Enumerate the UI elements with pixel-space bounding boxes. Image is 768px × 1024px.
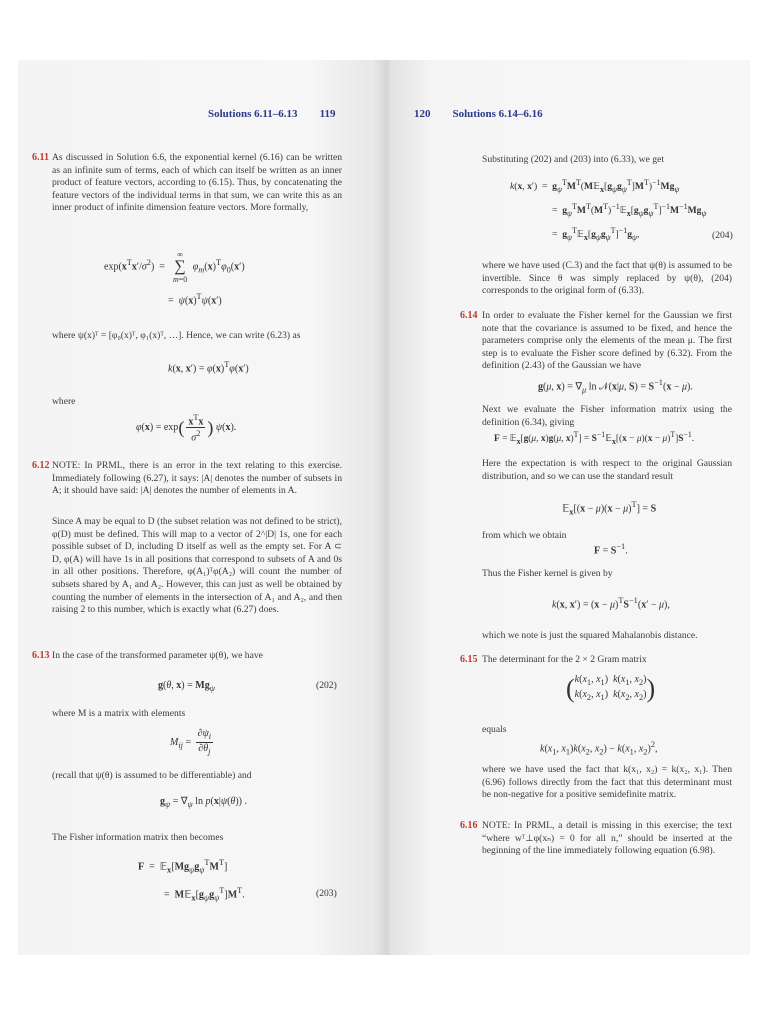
solution-number-6-15: 6.15 [460,654,478,665]
solution-6-14-para-6: which we note is just the squared Mahalanobis distance. [482,630,698,641]
equation-phi-def: φ(x) = exp( $\frac{x^Tx}{\sigma^2}$ ) ψ(x). [136,413,237,444]
solution-6-13-para-2: where M is a matrix with elements [52,708,186,719]
equation-gram-matrix: ($k(x_1$, $x_1$) $k(x_1$, $x_2$) $k(x_2$, $x_1$) $k(x_2$, $x_2$)) [566,674,656,703]
equation-fisher-1: $F = 𝔼_x[Mg_\psi g_\psi^TM^T]$ [138,858,228,875]
equation-fisher-score: g(μ, $x) = \nabla_\mu$ ln 𝒩(x|μ, $S) = S^{-1}(x - \mu)$. [538,378,693,395]
equation-fisher-2: = $M𝔼_x[g_\psi g_\psi^T]M^T$. [164,886,245,903]
right-header-title: Solutions 6.14–6.16 [452,108,543,120]
equation-kernel-phi: k(x, $x') = \varphi(x)^T\varphi(x')$ [168,360,249,375]
equation-exp-sum: $\exp(x^Tx'/\sigma^2)$ = ∞ ∑ m=0 $\varphi_m(x)^T\varphi_0(x')$ [104,250,245,284]
right-running-head [414,108,543,120]
solution-6-13-para-1: In the case of the transformed parameter ψ(θ), we have [52,650,263,661]
solution-6-15-para-1: The determinant for the 2 × 2 Gram matrix [482,654,647,665]
equation-psi-product: = $\psi(x)^T\psi(x')$ [168,292,222,307]
solution-6-15-para-3: where we have used the fact that k(x₁, x₂) = k(x₂, x₁). Then (6.96) follows directly from the fact that this determinant must be non-negative for a positive semidefinite matrix. [482,764,732,801]
solution-6-15-para-2: equals [482,724,507,735]
solution-number-6-13: 6.13 [32,650,50,661]
equation-204-line-3: = $g_\psi^T𝔼_x[g_\psi g_\psi^T]^{-1}g_\psi$, [552,226,640,243]
solution-6-14-para-3: Here the expectation is with respect to the original Gaussian distribution, and so we can use the standard result [482,458,732,482]
equation-f-inverse: $F = S^{-1}$. [594,542,628,557]
solution-number-6-14: 6.14 [460,310,478,321]
equation-m-ij: $M_{ij}$ = $\frac{\partial\psi_i}{\partial\theta_j}$ [170,728,212,756]
solution-6-12-para-1: NOTE: In PRML, there is an error in the text relating to this exercise. Immediately following (6.27), it says: |A| denotes the number of subsets in A; it should have said: |A| denotes the number of elements in A. [52,460,342,497]
equation-fisher-kernel: k(x, $x') = (x - \mu)^TS^{-1}(x' - \mu)$, [552,596,670,611]
equation-determinant: $k(x_1$, $x_1)k(x_2$, $x_2) - k(x_1$, $x_2)^2$, [540,740,658,757]
equation-204-line-2: = $g_\psi^TM^T(M^T)^{-1}𝔼_x[g_\psi g_\psi^T]^{-1}M^{-1}Mg_\psi$ [552,202,707,219]
solution-number-6-11: 6.11 [32,152,49,163]
solution-6-14-para-2: Next we evaluate the Fisher information matrix using the definition (6.34), giving [482,404,732,428]
continuation-para-1: Substituting (202) and (203) into (6.33), we get [482,154,664,165]
solution-6-16-para-1: NOTE: In PRML, a detail is missing in this exercise; the text “where wᵀ⊥φ(xₙ) = 0 for all n,” should be inserted at the beginning of the line immediately following equation (6.98). [482,820,732,857]
solution-6-13-para-4: The Fisher information matrix then becomes [52,832,224,843]
equation-g-theta: g(θ, $x) = Mg_\psi$ [158,680,215,693]
equation-standard-result: 𝔼$_x$[(x − $\mu)(x - \mu)^T] = S$ [562,500,657,517]
equation-number-204: (204) [712,230,733,241]
left-header-title: Solutions 6.11–6.13 [208,108,298,120]
right-page [390,60,750,955]
right-page-number: 120 [414,108,431,120]
equation-number-202: (202) [316,680,337,691]
solution-6-14-para-5: Thus the Fisher kernel is given by [482,568,613,579]
solution-6-11-para-2: where ψ(x)ᵀ = [φ₀(x)ᵀ, φ₁(x)ᵀ, …]. Hence, we can write (6.23) as [52,330,301,341]
left-page-number: 119 [319,108,336,120]
continuation-para-2: where we have used (C.3) and the fact that ψ(θ) is assumed to be invertible. Since θ was simply replaced by ψ(θ), (204) corresponds to the original form of (6.33). [482,260,732,297]
book-spread [18,60,750,955]
solution-6-14-para-1: In order to evaluate the Fisher kernel for the Gaussian we first note that the covariance is assumed to be fixed, and hence the parameters comprise only the elements of the mean μ. The first step is to evaluate the Fisher score defined by (6.32). From the definition (2.43) of the Gaussian we have [482,310,732,372]
left-running-head [208,108,335,120]
left-page [18,60,378,955]
equation-204-line-1: k(x, $x') = g_\psi^TM^T(M𝔼_x[g_\psi g_\psi^T]M^T)^{-1}Mg_\psi$ [510,178,680,195]
solution-6-11-para-3: where [52,396,76,407]
equation-fisher-info: F = 𝔼$_x$[g(μ, x)g(μ, $x)^T] = S^{-1}𝔼_x[(x - \mu)(x - \mu)^T]S^{-1}$. [494,430,695,446]
solution-6-13-para-3: (recall that ψ(θ) is assumed to be differentiable) and [52,770,252,781]
equation-g-psi: $g_\psi = \nabla_\psi$ ln p(x|ψ(θ)) . [160,796,248,809]
solution-6-14-para-4: from which we obtain [482,530,567,541]
solution-6-11-para-1: As discussed in Solution 6.6, the exponential kernel (6.16) can be written as an infinite sum of terms, each of which can itself be written as an inner product of feature vectors, according to (6.15). Thus, by concatenating the feature vectors of the individual terms in that sum, we can write this as an inner product of infinite dimension feature vectors. More formally, [52,152,342,214]
equation-number-203: (203) [316,888,337,899]
solution-number-6-12: 6.12 [32,460,50,471]
solution-number-6-16: 6.16 [460,820,478,831]
solution-6-12-para-2: Since A may be equal to D (the subset relation was not defined to be strict), φ(D) must be defined. This will map to a vector of 2^|D| 1s, one for each possible subset of D, including D itself as well as the empty set. For A ⊂ D, φ(A) will have 1s in all positions that correspond to subsets of A and 0s in all other positions. Therefore, φ(A₁)ᵀφ(A₂) will count the number of subsets shared by A₁ and A₂. However, this can just as well be obtained by counting the number of elements in the intersection of A₁ and A₂, and then raising 2 to this number, which is exactly what (6.27) does. [52,516,342,616]
